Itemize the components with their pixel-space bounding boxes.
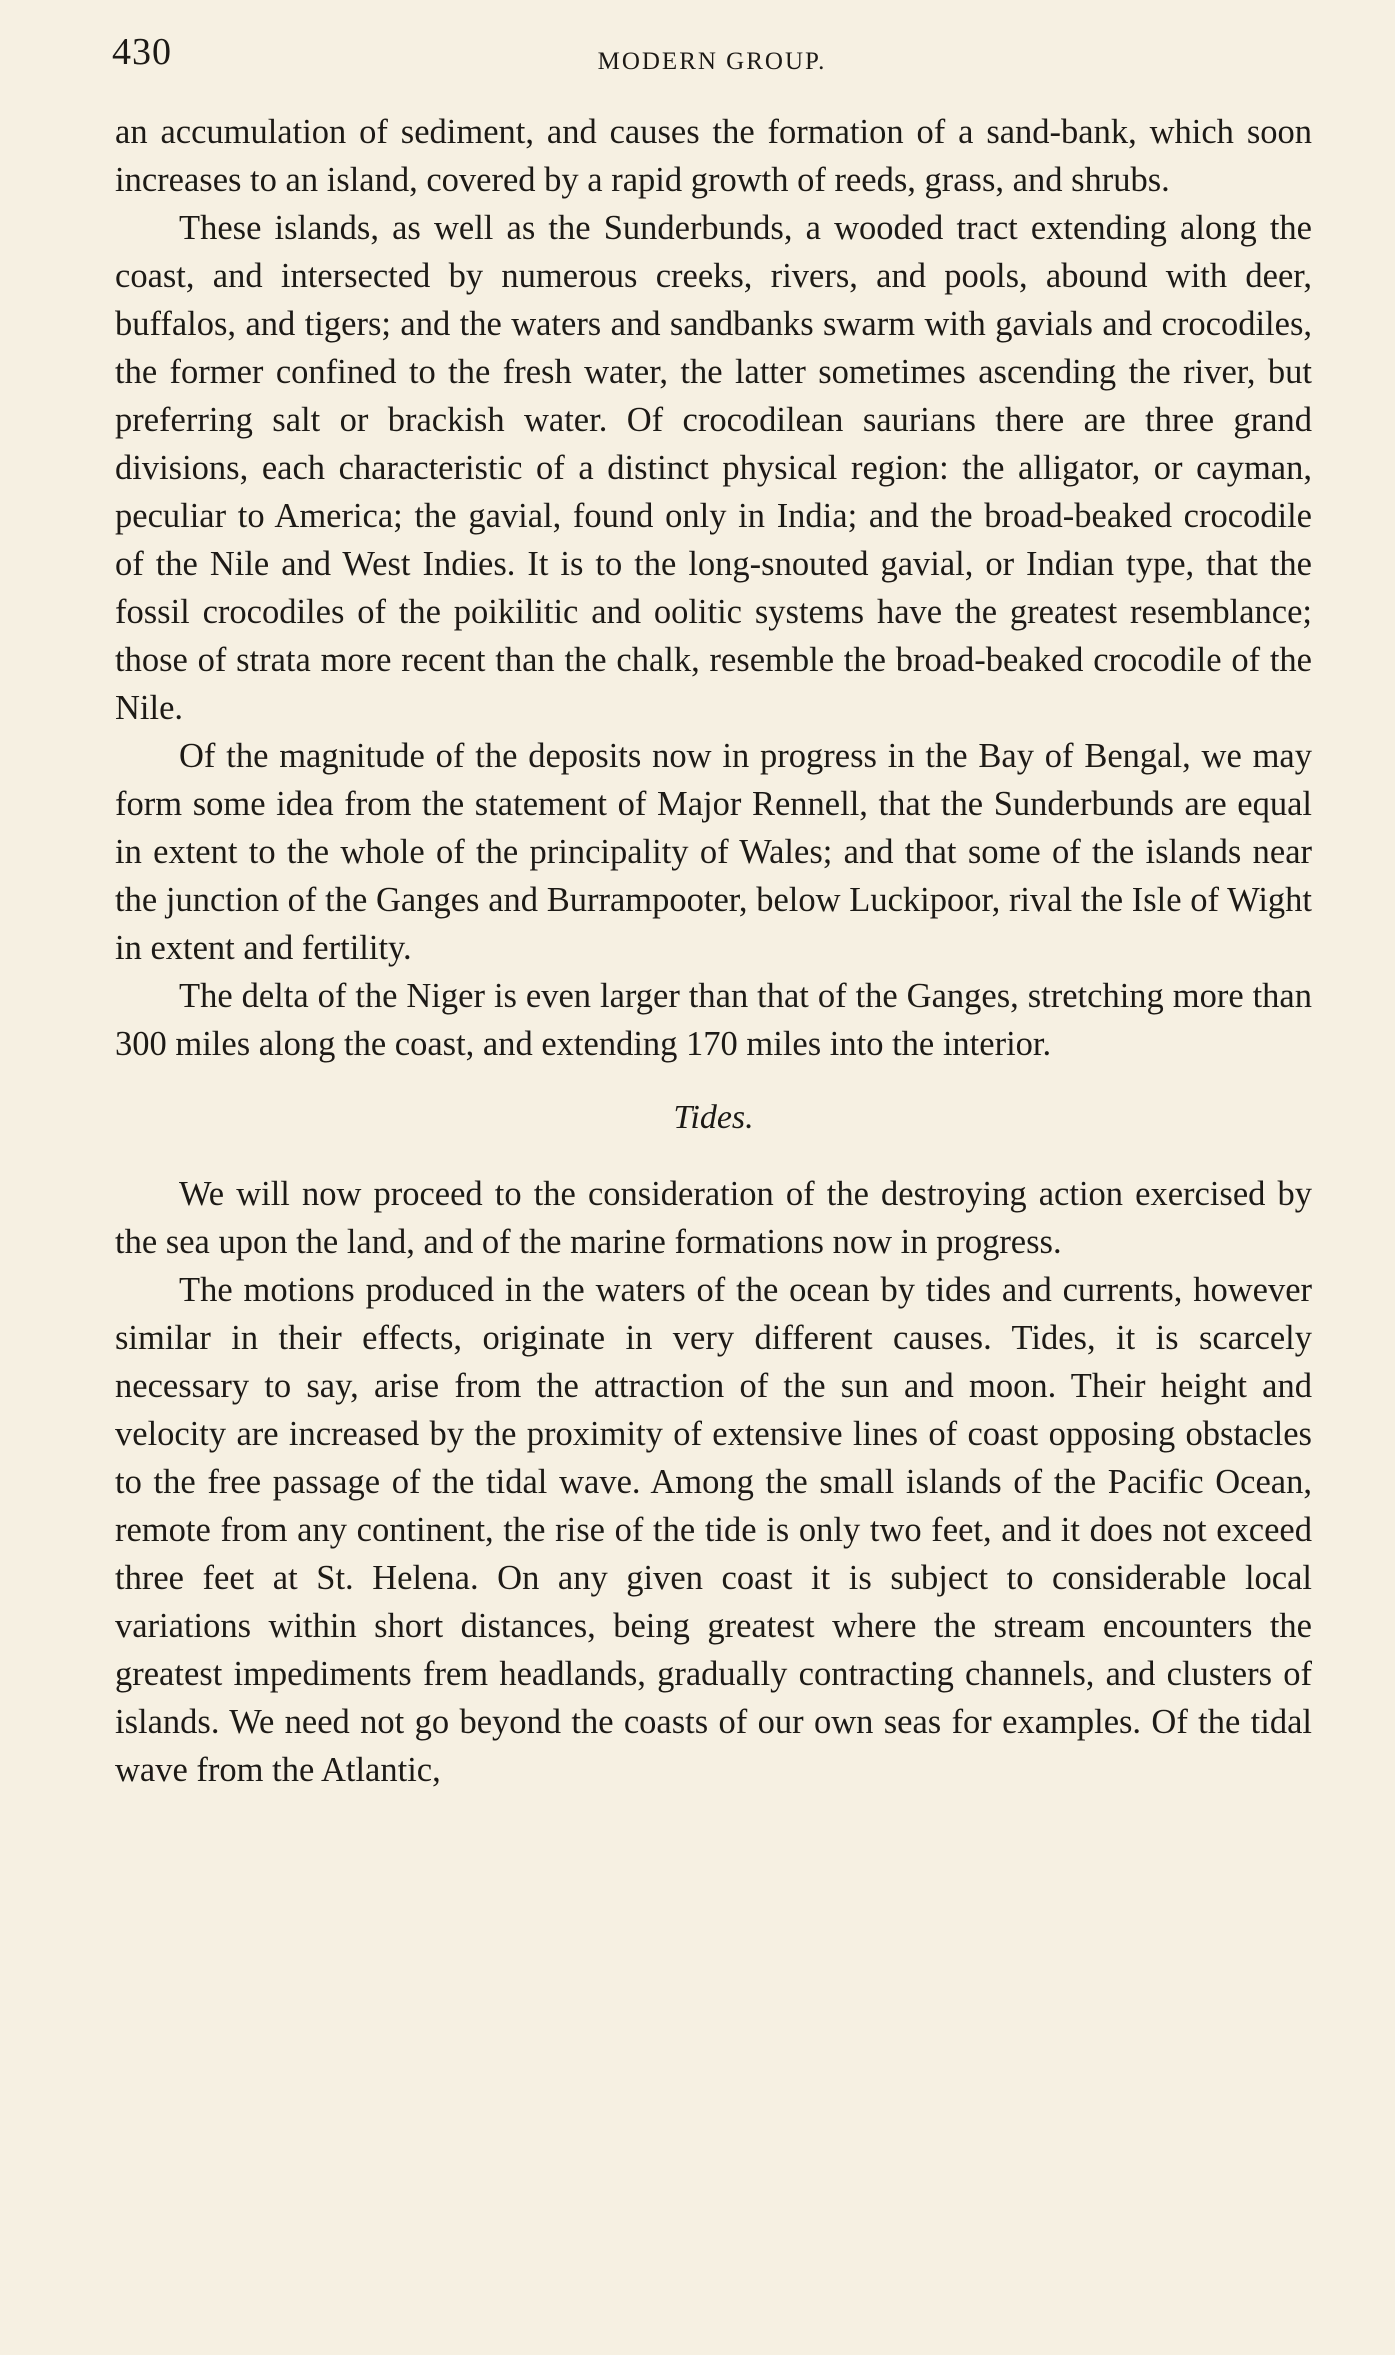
paragraph: These islands, as well as the Sunderbunds, a wooded tract extending along the coast, and intersected by numerous creeks, rivers, and pools, abound with deer, buffalos, and tigers; and the waters and sandbanks swarm with gavials and crocodiles, the former confined to the fresh water, the latter sometimes ascending the river, but preferring salt or brackish water. Of crocodilean saurians there are three grand divisions, each characteristic of a distinct physical region: the alligator, or cayman, peculiar to America; the gavial, found only in India; and the broad-beaked crocodile of the Nile and West Indies. It is to the long-snouted gavial, or Indian type, that the fossil crocodiles of the poikilitic and oolitic systems have the greatest resemblance; those of strata more recent than the chalk, resemble the broad-beaked crocodile of the Nile. [115, 209, 1312, 727]
paragraph: Of the magnitude of the deposits now in progress in the Bay of Bengal, we may form some idea from the statement of Major Rennell, that the Sunderbunds are equal in extent to the whole of the principality of Wales; and that some of the islands near the junction of the Ganges and Burrampooter, below Luckipoor, rival the Isle of Wight in extent and fertility. [115, 737, 1312, 967]
running-head: MODERN GROUP. [597, 48, 827, 75]
page-header [112, 30, 1312, 90]
paragraph: The motions produced in the waters of the ocean by tides and currents, however similar in their effects, originate in very different causes. Tides, it is scarcely necessary to say, arise from the attraction of the sun and moon. Their height and velocity are increased by the proximity of extensive lines of coast opposing obstacles to the free passage of the tidal wave. Among the small islands of the Pacific Ocean, remote from any continent, the rise of the tide is only two feet, and it does not exceed three feet at St. Helena. On any given coast it is subject to considerable local variations within short distances, being greatest where the stream encounters the greatest impediments frem headlands, gradually contracting channels, and clusters of islands. We need not go beyond the coasts of our own seas for examples. Of the tidal wave from the Atlantic, [115, 1271, 1312, 1789]
body-text [115, 108, 1312, 1794]
page-number: 430 [112, 31, 172, 73]
paragraph: an accumulation of sediment, and causes the formation of a sand-bank, which soon increases to an island, covered by a rapid growth of reeds, grass, and shrubs. [115, 113, 1312, 199]
paragraph: The delta of the Niger is even larger than that of the Ganges, stretching more than 300 miles along the coast, and extending 170 miles into the interior. [115, 977, 1312, 1063]
section-heading: Tides. [673, 1099, 754, 1136]
paragraph: We will now proceed to the consideration of the destroying action exercised by the sea upon the land, and of the marine formations now in progress. [115, 1175, 1312, 1261]
